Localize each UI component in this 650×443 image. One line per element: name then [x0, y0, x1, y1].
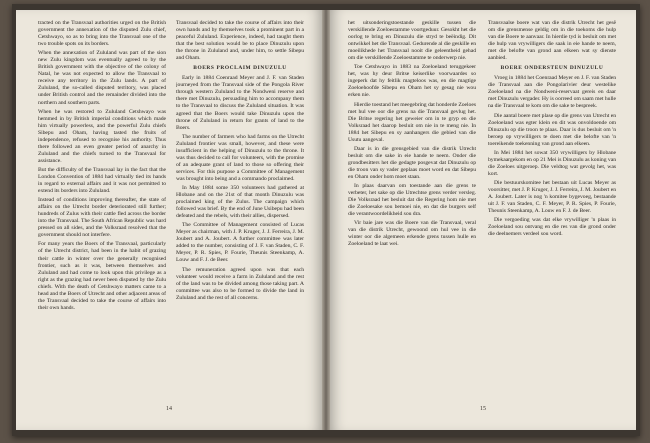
paragraph: Toe Cetshwayo in 1883 na Zoeloeland teruggekeer het, was hy deur Britse keiserlike voorwaardes so ingeperk dat hy feitlik magteloos was, en die magtige Zoeloehoofde Sibepu en Oham het sy gesag nie wou erken nie.	[348, 64, 476, 99]
paragraph: Vir baie jare was die Boere van die Transvaal, veral van die distrik Utrecht, gewoond om hul vee in die winter oor die algemeen erkende grens tussen hulle en Zoeloeland te laat wei.	[348, 220, 476, 248]
right-page-text	[348, 20, 618, 398]
paragraph: het uitsonderingstoestande geskille tussen die verskillende Zoeloestamme voortgeduur. Gesokht het die oorlog te bring en Dinuzulu die stryd te beëindig. Dit ontwikkel het die Transvaal. Gedurende al die geskille en moeilikhede het Transvaal nooit die geleentheid gehad om die verskillende Zoeloestamme te onderwerp nie.	[348, 20, 476, 62]
right-page	[330, 10, 636, 430]
paragraph: Vroeg in 1884 het Coenraad Meyer en J. F. van Staden die Transvaal aan die Pongolarivier deur westelike Zoeloeland na die Nondweni-reservaat gereis en daar met Dinuzulu vergader. Hy is oorreed om saam met hulle na die Transvaal te kom om die sake te bespreek.	[488, 75, 616, 110]
paragraph: Die aantal boere met plase op die grens van Utrecht en Zoeloeland was egter klein en dit was onvoldoende om Dinuzulu op die troon te plaas. Daar is dus besluit om 'n beroep op vrywilligers te doen met die belofte van 'n toereikende toekenning van grond aan elkeen.	[488, 112, 616, 147]
paragraph: When the annexation of Zululand was part of the sion new Zulu kingdom was eventually agreed to by the British government with the objective of the colony of Natal, he was not expected to allow the Transvaal to receive any territory in the Zulu lands. A part of Zululand, the so-called disputed territory, was placed under British control and the remainder divided into the northern and southern parts.	[38, 50, 166, 106]
left-page	[16, 10, 322, 430]
paragraph: Transvaalse boere wat van die distrik Utrecht het gesê om die grensmense geldig om in die toekoms die hulp van die Boere te aanvaar. In hierdie tyd is besluit om met die hulp van vrywilligers die saak in eie hande te neem, met die belofte van grond aan elkeen wat sy dienste aanbied.	[488, 20, 616, 62]
paragraph: Transvaal decided to take the course of affairs into their own hands and by themselves took a prominent part in a peaceful Zululand. Experience, indeed, had taught them that the best solution would be to place Dinuzulu upon the throne in Zululand and, under him, to settle Sibepu and Oham.	[176, 20, 304, 62]
section-heading: BOERS PROCLAIM DINUZULU	[193, 65, 287, 72]
left-column-1	[38, 20, 166, 398]
open-book	[12, 4, 640, 436]
paragraph: In plaas daarvan om toestande aan die grens te verbeter, het sake op die Utrechtse grens verder versleg. Die Volksraad het besluit dat die Regering hom nie met die Zoeloesake sou bemoei nie, en dat die burgers self die verantwoordelikheid sou dra.	[348, 183, 476, 218]
paragraph: The Committee of Management consisted of Lucas Meyer as chairman, with J. P. Kruger, J. J. Ferreira, J. M. Joubert and A. Joubert. A further committee was later added to the number, consisting of J. F. van Staden, C. F. Meyer, P. R. Spies, P. Fourie, Theunis Steenkamp, A. Louw and F. J. de Beer.	[176, 222, 304, 264]
right-column-2	[488, 20, 616, 398]
paragraph: But the difficulty of the Transvaal lay in the fact that the London Convention of 1884 had virtually tied its hands in regard to external affairs and it was not permitted to extend its borders into Zululand.	[38, 166, 166, 195]
paragraph: Early in 1884 Coenraad Meyer and J. F. van Staden journeyed from the Transvaal side of the Pongola River through western Zululand to the Nondweni reserve and there met Dinuzulu, persuading him to accompany them to the Transvaal to discuss the Zululand situation. It was agreed that the Boers would take Dinuzulu upon the throne of Zululand in return for grants of land to the Boers.	[176, 75, 304, 131]
paragraph: When he was restored to Zululand Cetshwayo was hemmed in by British imperial conditions which made him virtually powerless, and the powerful Zulu chiefs Sibepu and Oham, having tasted the fruits of independence, refused to recognise his authority. Thus there followed an even greater period of anarchy in Zululand and the chiefs turned to the Transvaal for assistance.	[38, 108, 166, 164]
page-number-left: 14	[166, 406, 172, 412]
paragraph: The remuneration agreed upon was that each volunteer would receive a farm in Zululand and the rest of the land was to be divided among those taking part. A committee was also to be formed to divide the land in Zululand and the rest of all concerns.	[176, 266, 304, 301]
paragraph: tracted on the Transvaal authorities urged on the British government the annexation of the disputed Zulu chief, Cetshwayo, so as to bring into the Transvaal one of the two trouble spots on its borders.	[38, 20, 166, 48]
left-column-2	[176, 20, 304, 398]
paragraph: Instead of conditions improving thereafter, the state of affairs on the Utrecht border deteriorated still further; hundreds of Zulus with their cattle fled across the border into the Transvaal. The South African Republic was hard pressed on all sides, and the Volksraad resolved that the government should not interfere.	[38, 197, 166, 239]
paragraph: Die vergoeding was dat elke vrywilliger 'n plaas in Zoeloeland sou ontvang en die res van die grond onder die deelnemers verdeel sou word.	[488, 217, 616, 238]
section-heading: BOERE ONDERSTEUN DINUZULU	[500, 65, 604, 72]
page-number-right: 15	[480, 406, 486, 412]
paragraph: The number of farmers who had farms on the Utrecht Zululand frontier was small, however, and these were insufficient in the helping of Dinuzulu to the throne. It was thus decided to call for volunteers, with the promise of an adequate grant of land to those so offering their services. For this purpose a Committee of Management was brought into being and a commando proclaimed.	[176, 133, 304, 182]
paragraph: In May 1884 some 350 volunteers had gathered at Hlobane and on the 21st of that month Dinuzulu was proclaimed king of the Zulus. The campaign which followed was brief. By the end of June Usibepu had been defeated and the rebels, with their allies, dispersed.	[176, 184, 304, 220]
paragraph: For many years the Boers of the Transvaal, particularly of the Utrecht district, had been in the habit of grazing their cattle in winter over the generally recognised frontier, such as it was, between themselves and Zululand and had come to look upon this privilege as a right as the grazing had never been disputed by the Zulu chiefs. With the death of Cetshwayo matters came to a head and the Boers of Utrecht and other adjacent areas of the Transvaal decided to take the course of affairs into their own hands.	[38, 241, 166, 311]
left-page-text	[38, 20, 304, 398]
paragraph: Daar is in die grensgebied van die distrik Utrecht besluit om die sake in eie hande te neem. Onder die grondbesitters het die gedagte posgevat dat Dinuzulu op die troon van sy vader geplaas moet word en dat Sibepu en Oham onder hom moet staan.	[348, 145, 476, 180]
paragraph: Die bestuurskomitee het bestaan uit Lucas Meyer as voorsitter, met J. P. Kruger, J. J. Ferreira, J. M. Joubert en A. Joubert. Later is nog 'n komitee bygevoeg, bestaande uit J. F. van Staden, C. F. Meyer, P. R. Spies, P. Fourie, Theunis Steenkamp, A. Louw en F. J. de Beer.	[488, 179, 616, 215]
book-gutter	[322, 10, 330, 430]
paragraph: In Mei 1884 het sowat 350 vrywilligers by Hlobane bymekaargekom en op 21 Mei is Dinuzulu as koning van die Zoeloes uitgeroep. Die veldtog wat gevolg het, was kort.	[488, 149, 616, 177]
right-column-1	[348, 20, 476, 398]
paragraph: Hierdie toestand het meegebring dat honderde Zoeloes met hul vee oor die grens na die Transvaal gevlug het. Die Britse regering het geweier om in te gryp en die Volksraad het daarop besluit om nie in te meng nie. In 1884 het Sibepu en sy aanhangers die gebied van die Usutu aangeval.	[348, 101, 476, 143]
